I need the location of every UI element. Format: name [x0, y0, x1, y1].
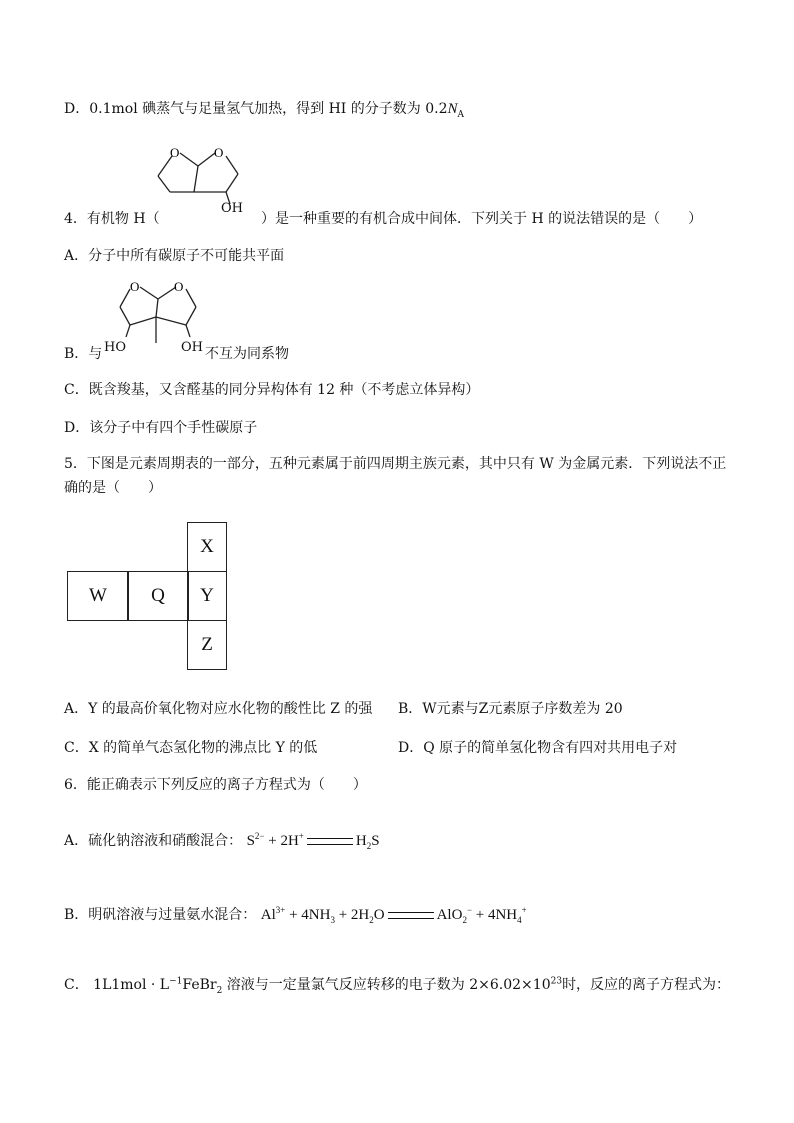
q4b-lead: B．与	[64, 346, 103, 362]
q6-option-c: C． $1L1mol \cdot L^{-1}FeBr_2$ 溶液与一定量氯气反应转移的电子数为 $2\times 6.02\times 10^{23}$时，反应的离子方程式为：	[64, 976, 731, 996]
q3d-na: N	[447, 101, 458, 117]
q5-stem: 5．下图是元素周期表的一部分，五种元素属于前四周期主族元素，其中只有 W 为金属元素．下列说法不正确的是（ ）	[64, 456, 727, 496]
svg-text:O: O	[170, 145, 180, 160]
q4-option-a: A．分子中所有碳原子不可能共平面	[64, 248, 285, 264]
q5-option-a: A．Y 的最高价氧化物对应水化物的酸性比 Z 的强	[64, 701, 373, 717]
cell-z: Z	[187, 620, 227, 670]
q4-option-c: C．既含羧基，又含醛基的同分异构体有 12 种（不考虑立体异构）	[64, 382, 480, 398]
q6b-equation: $Al^{3+} + 4NH_3 + 2H_2O$ $AlO_2^- + 4NH_4^+$	[260, 905, 527, 925]
q6c-tail: 溶液与一定量氯气反应转移的电子数为 2×6.02×10	[226, 977, 551, 993]
q6a-equation: $S^{2-} + 2H^+$ $H_2S$	[246, 831, 380, 851]
q3-option-d	[64, 98, 464, 120]
q4b-tail: 不互为同系物	[205, 346, 289, 362]
q5-option-c: C．X 的简单气态氢化物的沸点比 Y 的低	[64, 740, 318, 756]
q3d-na-sub: A	[457, 109, 464, 120]
svg-text:O: O	[130, 279, 140, 294]
cell-x: X	[187, 522, 227, 572]
periodic-table-fragment	[67, 522, 227, 670]
q6-option-a	[64, 830, 380, 851]
cell-w: W	[67, 571, 129, 621]
q4-option-d: D．该分子中有四个手性碳原子	[64, 420, 258, 436]
q6-stem: 6．能正确表示下列反应的离子方程式为（ ）	[64, 777, 367, 793]
q6c-end: 时，反应的离子方程式为：	[562, 977, 731, 993]
svg-text:O: O	[214, 145, 224, 160]
q3d-text: D．0.1mol 碘蒸气与足量氢气加热，得到 HI 的分子数为 0.2	[64, 101, 448, 117]
q6a-text: A．硫化钠溶液和硝酸混合：	[64, 833, 243, 849]
q6-option-b	[64, 904, 527, 925]
q6b-text: B．明矾溶液与过量氨水混合：	[64, 907, 257, 923]
q4b-oh1: HO	[104, 340, 126, 355]
cell-y: Y	[187, 571, 227, 621]
svg-text:O: O	[174, 279, 184, 294]
q4b-oh2: OH	[181, 340, 203, 355]
q4-stem-tail: ）是一种重要的有机合成中间体．下列关于 H 的说法错误的是（ ）	[261, 211, 703, 227]
q4-stem-lead: 4．有机物 H（	[64, 211, 160, 227]
q6c-mid: FeBr	[182, 977, 217, 993]
cell-q: Q	[127, 571, 189, 621]
q4-mol-oh-label: OH	[221, 201, 243, 216]
q4-option-b	[64, 343, 102, 363]
q5-option-b: B．W元素与Z元素原子序数差为 20	[398, 701, 623, 717]
q5-option-d: D．Q 原子的简单氢化物含有四对共用电子对	[398, 740, 678, 756]
q6c-text: C． 1L1mol · L	[64, 977, 170, 993]
